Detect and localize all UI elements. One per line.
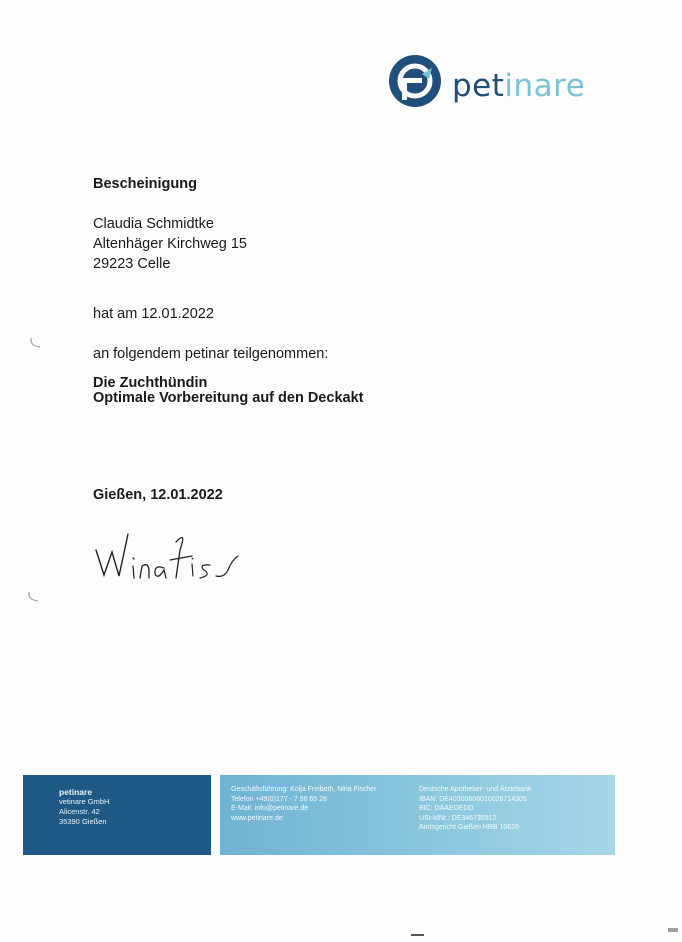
footer-management: Geschäftsführung: Kolja Freiboth, Nina Fischer bbox=[231, 786, 377, 793]
footer-bank-name: Deutsche Apotheker- und Ärztebank bbox=[419, 786, 532, 793]
footer-brand: petinare bbox=[59, 787, 93, 797]
recipient-street: Altenhäger Kirchweg 15 bbox=[93, 236, 247, 252]
footer-info-block bbox=[220, 775, 615, 855]
footer-bic: BIC: DAAEDEDD bbox=[419, 805, 474, 813]
place-and-date: Gießen, 12.01.2022 bbox=[93, 487, 223, 503]
footer-company-block bbox=[23, 775, 211, 855]
punch-hole-mark bbox=[28, 336, 42, 350]
petinare-logo bbox=[388, 54, 588, 122]
footer-register-court: Amtsgericht Gießen HRB 10626 bbox=[419, 824, 519, 832]
footer-website: www.petinare.de bbox=[231, 814, 283, 822]
recipient-city: 29223 Celle bbox=[93, 256, 171, 272]
recipient-name: Claudia Schmidtke bbox=[93, 216, 214, 232]
footer-iban: IBAN: DE40300606010026714305 bbox=[419, 795, 527, 803]
logo-wordmark bbox=[452, 68, 585, 104]
logo-text-inare: inare bbox=[504, 68, 586, 104]
scan-artifact bbox=[668, 928, 678, 932]
footer-company-street: Alicenstr. 42 bbox=[59, 807, 100, 816]
footer-company-city: 35390 Gießen bbox=[59, 817, 107, 826]
participation-date: hat am 12.01.2022 bbox=[93, 306, 214, 322]
logo-text-pet: pet bbox=[452, 68, 505, 104]
webinar-title-line2: Optimale Vorbereitung auf den Deckakt bbox=[93, 390, 364, 406]
petinare-logo-icon bbox=[388, 54, 442, 108]
footer-bank-column bbox=[419, 785, 531, 833]
handwritten-signature bbox=[92, 520, 262, 590]
document-heading: Bescheinigung bbox=[93, 176, 197, 192]
webinar-title-line1: Die Zuchthündin bbox=[93, 375, 208, 391]
footer-vat-id: USt-IdNr.: DE346735912 bbox=[419, 814, 497, 822]
fold-mark bbox=[411, 934, 424, 936]
footer-email: E-Mail: info@petinare.de bbox=[231, 805, 309, 813]
punch-hole-mark bbox=[26, 590, 40, 604]
footer-company-name: vetinare GmbH bbox=[59, 797, 110, 806]
footer-contact-column bbox=[231, 785, 377, 823]
participation-intro: an folgendem petinar teilgenommen: bbox=[93, 346, 329, 362]
footer-phone: Telefon +49(0)177 - 7 96 65 28 bbox=[231, 795, 327, 803]
